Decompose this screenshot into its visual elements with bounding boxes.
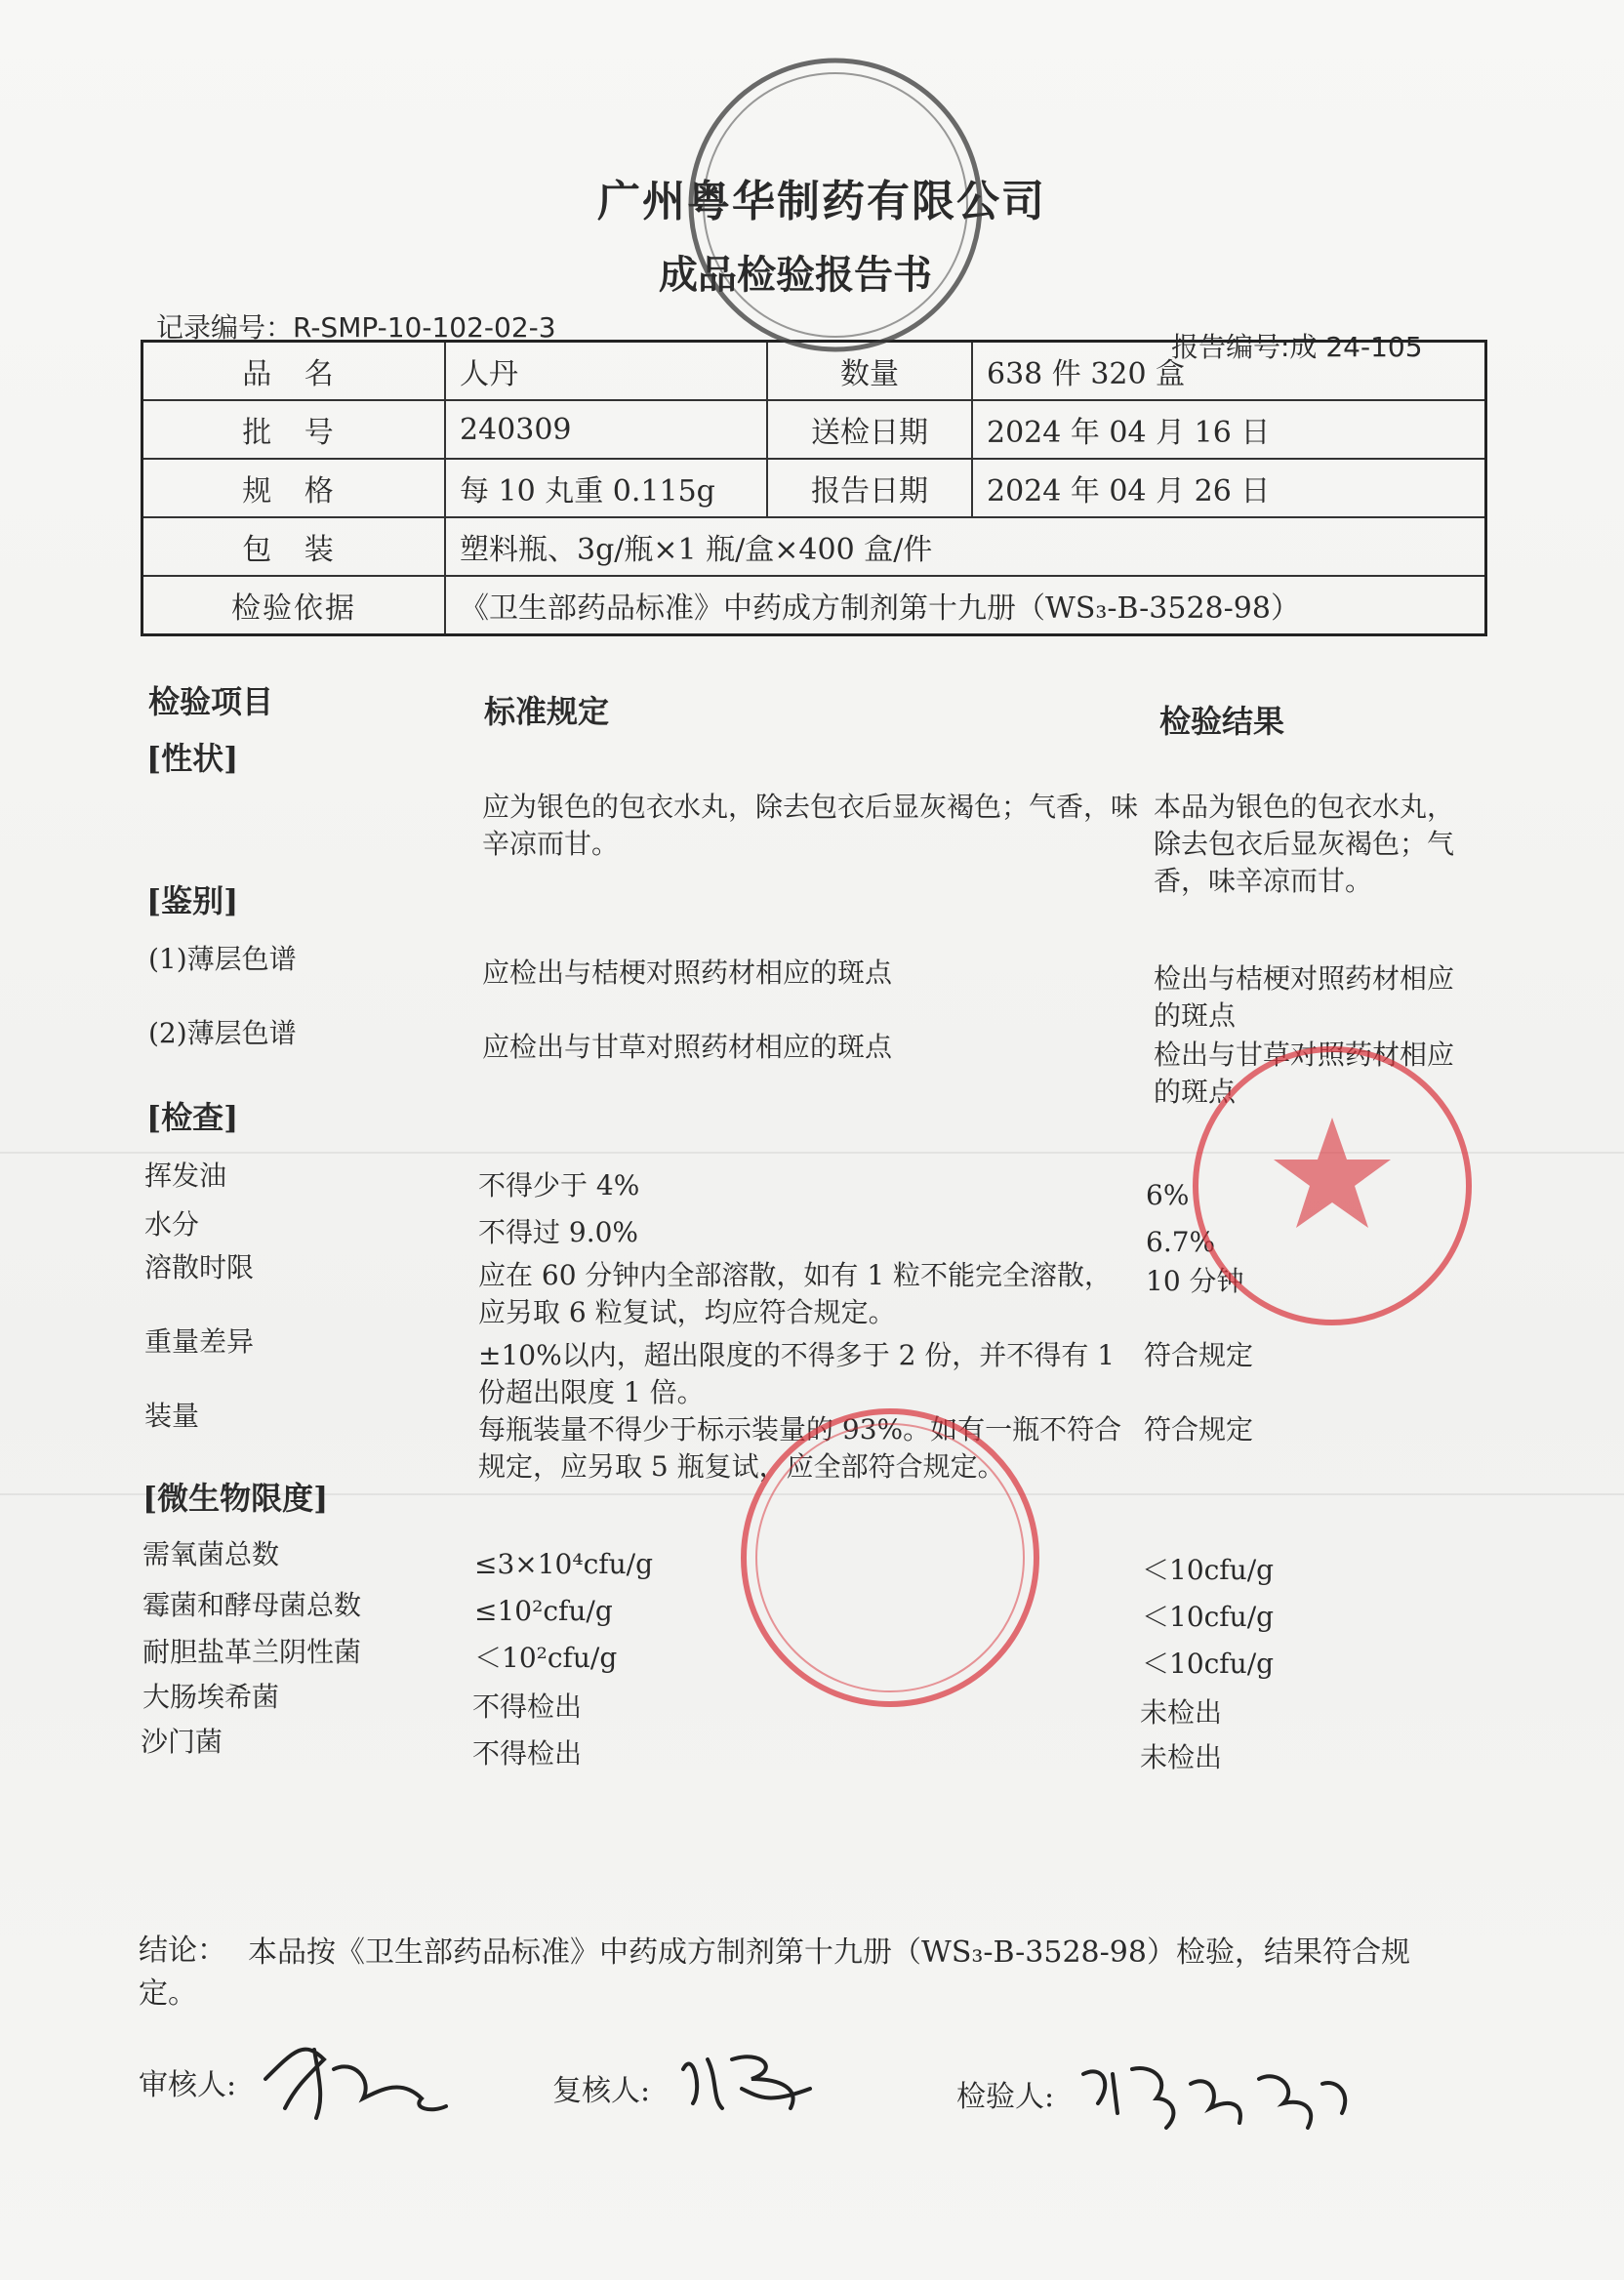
ident-1-item: (1)薄层色谱 [148, 943, 297, 975]
table-row [142, 400, 1486, 459]
insp-oil-result: 6% [1146, 1179, 1190, 1211]
ident-2-standard: 应检出与甘草对照药材相应的斑点 [482, 1031, 893, 1063]
name-label: 品 名 [142, 342, 446, 401]
insp-disint-standard: 应在 60 分钟内全部溶散，如有 1 粒不能完全溶散，应另取 6 粒复试，均应符合规定。 [478, 1259, 1113, 1328]
batch-value: 240309 [445, 400, 767, 459]
table-row [142, 576, 1486, 635]
batch-label: 批 号 [142, 400, 446, 459]
submit-date-value: 2024 年 04 月 16 日 [972, 400, 1486, 459]
insp-fill-result: 符合规定 [1144, 1413, 1254, 1445]
ident-2-item: (2)薄层色谱 [148, 1017, 297, 1049]
ident-2-result: 检出与甘草对照药材相应的斑点 [1154, 1038, 1455, 1108]
table-row [142, 459, 1486, 517]
insp-fill-item: 装量 [144, 1400, 200, 1432]
micro-mold-standard: ≤10²cfu/g [474, 1595, 613, 1627]
micro-aerobic-item: 需氧菌总数 [142, 1538, 280, 1570]
micro-salmonella-standard: 不得检出 [472, 1737, 583, 1770]
rechecker-signature [673, 2030, 820, 2118]
basis-value: 《卫生部药品标准》中药成方制剂第十九册（WS₃-B-3528-98） [445, 576, 1486, 635]
company-name: 广州粤华制药有限公司 [597, 177, 1046, 226]
column-item-header: 检验项目 [148, 683, 274, 720]
basis-label: 检验依据 [142, 576, 446, 635]
quality-seal-red [1181, 1035, 1483, 1337]
product-info-table [141, 340, 1487, 636]
company-seal-gray [679, 49, 992, 361]
micro-mold-result: ＜10cfu/g [1142, 1601, 1275, 1633]
reviewer-label: 审核人: [139, 2068, 237, 2102]
spec-value: 每 10 丸重 0.115g [445, 459, 767, 517]
insp-weight-item: 重量差异 [144, 1325, 255, 1358]
quantity-label: 数量 [767, 342, 972, 401]
micro-ecoli-item: 大肠埃希菌 [142, 1681, 280, 1713]
insp-water-standard: 不得过 9.0% [478, 1216, 639, 1248]
spec-label: 规 格 [142, 459, 446, 517]
micro-aerobic-standard: ≤3×10⁴cfu/g [474, 1548, 654, 1580]
section-inspection: [检查] [146, 1099, 239, 1136]
micro-salmonella-result: 未检出 [1140, 1741, 1223, 1773]
insp-weight-standard: ±10%以内，超出限度的不得多于 2 份，并不得有 1 份超出限度 1 倍。 [478, 1339, 1116, 1408]
column-standard-header: 标准规定 [484, 693, 610, 730]
insp-disint-item: 溶散时限 [144, 1251, 255, 1283]
report-number: 报告编号:成 24-105 [1171, 331, 1423, 363]
ident-1-result: 检出与桔梗对照药材相应的斑点 [1154, 962, 1455, 1032]
appearance-result: 本品为银色的包衣水丸，除去包衣后显灰褐色；气香，味辛凉而甘。 [1154, 791, 1455, 897]
inspector-signature [1074, 2045, 1366, 2142]
insp-water-result: 6.7% [1146, 1226, 1216, 1258]
table-row [142, 517, 1486, 576]
conclusion-text: 本品按《卫生部药品标准》中药成方制剂第十九册（WS₃-B-3528-98）检验，结果符合规定。 [139, 1935, 1410, 2011]
reviewer-signature [246, 2020, 451, 2128]
inspection-seal-red [734, 1402, 1046, 1714]
document-title: 成品检验报告书 [659, 252, 932, 298]
insp-oil-item: 挥发油 [144, 1160, 227, 1192]
section-appearance: [性状] [146, 740, 239, 777]
quantity-value: 638 件 320 盒 [972, 342, 1486, 401]
column-result-header: 检验结果 [1159, 703, 1285, 740]
ident-1-standard: 应检出与桔梗对照药材相应的斑点 [482, 957, 893, 989]
micro-mold-item: 霉菌和酵母菌总数 [142, 1589, 362, 1621]
insp-oil-standard: 不得少于 4% [478, 1169, 640, 1201]
micro-aerobic-result: ＜10cfu/g [1142, 1554, 1275, 1586]
insp-weight-result: 符合规定 [1144, 1339, 1254, 1371]
insp-fill-standard: 每瓶装量不得少于标示装量的 93%。如有一瓶不符合规定，应另取 5 瓶复试，应全部符合规定。 [478, 1413, 1122, 1483]
micro-bile-item: 耐胆盐革兰阴性菌 [142, 1636, 362, 1668]
micro-bile-result: ＜10cfu/g [1142, 1648, 1275, 1680]
inspector-label: 检验人: [956, 2080, 1055, 2114]
package-value: 塑料瓶、3g/瓶×1 瓶/盒×400 盒/件 [445, 517, 1486, 576]
report-date-label: 报告日期 [767, 459, 972, 517]
conclusion-label: 结论： [139, 1934, 226, 1968]
record-number: 记录编号：R-SMP-10-102-02-3 [156, 311, 556, 344]
section-identification: [鉴别] [146, 882, 239, 919]
product-name: 人丹 [445, 342, 767, 401]
submit-date-label: 送检日期 [767, 400, 972, 459]
micro-salmonella-item: 沙门菌 [141, 1726, 223, 1758]
micro-ecoli-result: 未检出 [1140, 1696, 1223, 1729]
micro-bile-standard: ＜10²cfu/g [474, 1642, 618, 1674]
appearance-standard: 应为银色的包衣水丸，除去包衣后显灰褐色；气香，味辛凉而甘。 [482, 791, 1139, 860]
micro-ecoli-standard: 不得检出 [472, 1690, 583, 1723]
section-microbial: [微生物限度] [142, 1480, 329, 1517]
insp-water-item: 水分 [144, 1208, 200, 1241]
insp-disint-result: 10 分钟 [1146, 1265, 1244, 1297]
report-date-value: 2024 年 04 月 26 日 [972, 459, 1486, 517]
rechecker-label: 复核人: [552, 2074, 651, 2108]
package-label: 包 装 [142, 517, 446, 576]
